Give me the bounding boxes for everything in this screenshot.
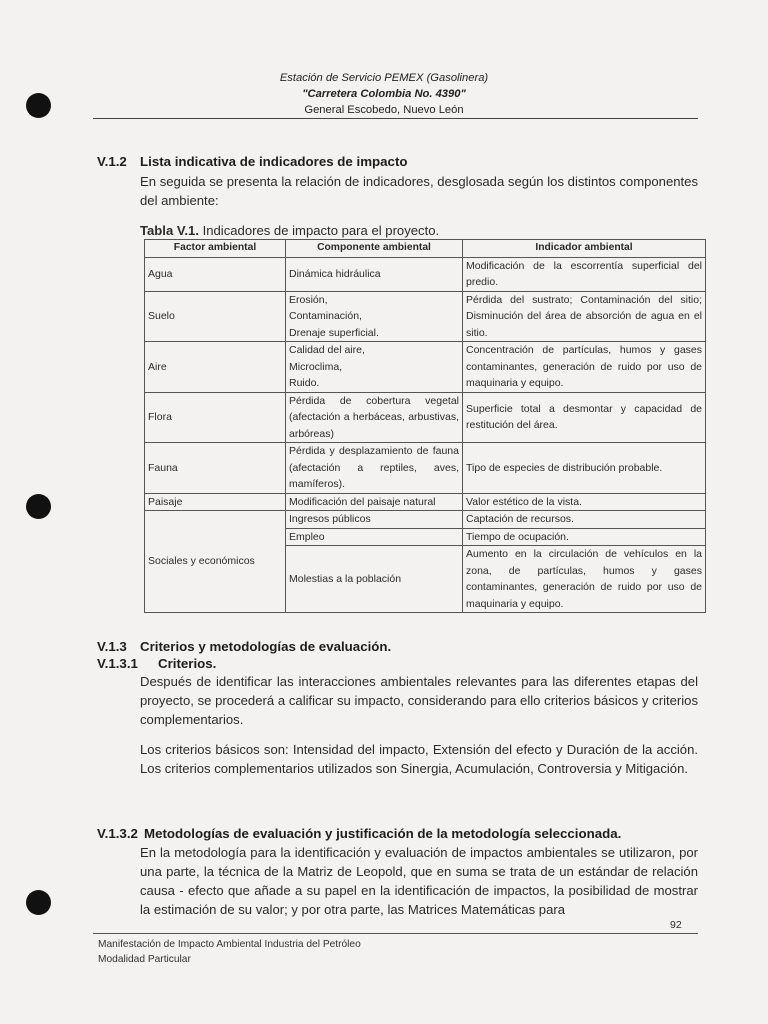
table-caption-label: Tabla V.1.	[140, 223, 199, 238]
factor-cell: Paisaje	[145, 493, 286, 511]
criteria-paragraph-2: Los criterios básicos son: Intensidad del impacto, Extensión del efecto y Duración de la acción. Los criterios complementarios utilizados son Sinergia, Acumulación, Controversia y Mitigación.	[140, 742, 698, 776]
header-rule	[93, 118, 698, 119]
section-title: Metodologías de evaluación y justificación de la metodología seleccionada.	[144, 826, 622, 841]
section-number: V.1.2	[97, 154, 127, 169]
table-caption	[140, 223, 439, 238]
table-row	[145, 443, 706, 494]
factor-cell: Suelo	[145, 291, 286, 342]
factor-cell: Flora	[145, 392, 286, 443]
table-header-row	[145, 240, 706, 258]
factor-cell: Aire	[145, 342, 286, 393]
component-cell: Calidad del aire, Microclima, Ruido.	[286, 342, 463, 393]
factor-cell: Agua	[145, 257, 286, 291]
section-heading-v12	[97, 154, 408, 169]
indicator-cell: Pérdida del sustrato; Contaminación del sitio; Disminución del área de absorción de agua en el sitio.	[463, 291, 706, 342]
document-header	[0, 70, 768, 118]
indicator-cell: Aumento en la circulación de vehículos en la zona, de partículas, humos y gases contaminantes, generación de ruido por uso de maquinaria y equipo.	[463, 546, 706, 613]
section-heading-v131	[97, 656, 216, 671]
header-line-2: "Carretera Colombia No. 4390"	[302, 88, 466, 100]
table-row	[145, 342, 706, 393]
component-cell: Ingresos públicos	[286, 511, 463, 529]
component-cell: Pérdida de cobertura vegetal (afectación a herbáceas, arbustivas, arbóreas)	[286, 392, 463, 443]
section-title: Lista indicativa de indicadores de impacto	[140, 154, 408, 169]
footer-line-1: Manifestación de Impacto Ambiental Industria del Petróleo	[98, 939, 361, 950]
table-header-cell: Componente ambiental	[286, 240, 463, 258]
methodology-paragraph: En la metodología para la identificación y evaluación de impactos ambientales se utilizaron, por una parte, la técnica de la Matriz de Leopold, que en suma se trata de un estándar de relación causa - efecto que añade a su papel en la identificación de impactos, la posibilidad de mostrar la estimación de su valor; y por otra parte, las Matrices Matemáticas para	[140, 845, 698, 917]
header-line-1: Estación de Servicio PEMEX (Gasolinera)	[279, 72, 489, 84]
indicator-cell: Valor estético de la vista.	[463, 493, 706, 511]
footer-rule	[93, 933, 698, 934]
table-caption-text: Indicadores de impacto para el proyecto.	[198, 223, 440, 238]
component-cell: Empleo	[286, 528, 463, 546]
section-number: V.1.3.1	[97, 656, 138, 671]
page-number: 92	[670, 919, 682, 931]
component-cell: Pérdida y desplazamiento de fauna (afectación a reptiles, aves, mamíferos).	[286, 443, 463, 494]
factor-cell: Fauna	[145, 443, 286, 494]
section-heading-v132	[97, 826, 621, 841]
binder-hole	[26, 890, 51, 915]
section-title: Criterios.	[158, 656, 217, 671]
table-row	[145, 291, 706, 342]
factor-cell: Sociales y económicos	[145, 511, 286, 613]
table-row	[145, 511, 706, 529]
document-footer	[98, 937, 361, 967]
section-intro: En seguida se presenta la relación de indicadores, desglosada según los distintos componentes del ambiente:	[140, 174, 698, 208]
criteria-paragraph-1: Después de identificar las interacciones ambientales relevantes para las diferentes etapas del proyecto, se procederá a calificar su impacto, considerando para ello criterios básicos y criterios complementarios.	[140, 674, 698, 727]
indicator-cell: Tiempo de ocupación.	[463, 528, 706, 546]
indicator-cell: Captación de recursos.	[463, 511, 706, 529]
table-row	[145, 392, 706, 443]
indicator-cell: Superficie total a desmontar y capacidad de restitución del área.	[463, 392, 706, 443]
table-header-cell: Indicador ambiental	[463, 240, 706, 258]
component-cell: Dinámica hidráulica	[286, 257, 463, 291]
indicators-table	[144, 239, 706, 613]
indicator-cell: Modificación de la escorrentía superficial del predio.	[463, 257, 706, 291]
table-row	[145, 493, 706, 511]
section-heading-v13	[97, 639, 391, 654]
component-cell: Erosión, Contaminación, Drenaje superficial.	[286, 291, 463, 342]
footer-line-2: Modalidad Particular	[98, 954, 191, 965]
table-header-cell: Factor ambiental	[145, 240, 286, 258]
indicator-cell: Tipo de especies de distribución probable.	[463, 443, 706, 494]
component-cell: Molestias a la población	[286, 546, 463, 613]
section-title: Criterios y metodologías de evaluación.	[140, 639, 392, 654]
header-line-3: General Escobedo, Nuevo León	[304, 104, 464, 116]
section-number: V.1.3.2	[97, 826, 138, 841]
component-cell: Modificación del paisaje natural	[286, 493, 463, 511]
table-row	[145, 257, 706, 291]
indicator-cell: Concentración de partículas, humos y gases contaminantes, generación de ruido por uso de maquinaria y equipo.	[463, 342, 706, 393]
binder-hole	[26, 494, 51, 519]
section-number: V.1.3	[97, 639, 127, 654]
